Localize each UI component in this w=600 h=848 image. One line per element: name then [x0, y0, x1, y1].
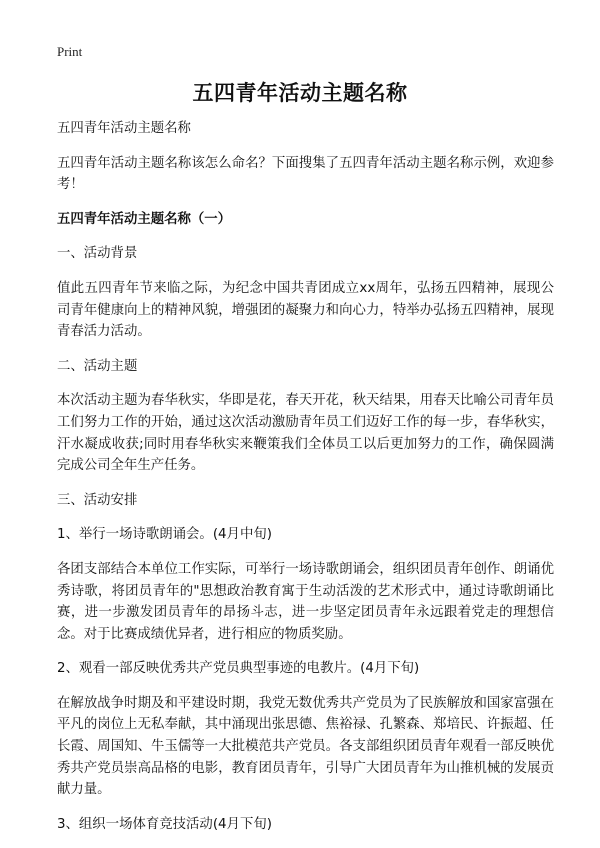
paragraph: 二、活动主题 — [57, 358, 138, 374]
paragraph: 五四青年活动主题名称 — [57, 121, 191, 136]
paragraph: 本次活动主题为春华秋实，华即是花，春天开花，秋天结果，用春天比喻公司青年员工们努力工作的开始，通过这次活动激励青年员工们迈好工作的每一步，春华秋实，汗水凝成收获;同时用春华秋实来鞭策我们全体员工以后更加努力的工作，确保圆满完成公司全年生产任务。 — [57, 393, 554, 474]
paragraph: 值此五四青年节来临之际，为纪念中国共青团成立xx周年，弘扬五四精神，展现公司青年健康向上的精神风貌，增强团的凝聚力和向心力，特举办弘扬五四精神，展现青春活力活动。 — [57, 280, 554, 340]
paragraph: 各团支部结合本单位工作实际，可举行一场诗歌朗诵会，组织团员青年创作、朗诵优秀诗歌，将团员青年的"思想政治教育寓于生动活泼的艺术形式中，通过诗歌朗诵比赛，进一步激发团员青年的昂扬斗志，进一步坚定团员青年永远跟着党走的理想信念。对于比赛成绩优异者，进行相应的物质奖励。 — [57, 561, 554, 642]
paragraph: 五四青年活动主题名称该怎么命名？下面搜集了五四青年活动主题名称示例，欢迎参考！ — [57, 155, 554, 193]
document-title: 五四青年活动主题名称 — [192, 81, 408, 105]
document-body — [57, 118, 554, 848]
paragraph: 在解放战争时期及和平建设时期，我党无数优秀共产党员为了民族解放和国家富强在平凡的岗位上无私奉献，其中涌现出张思德、焦裕禄、孔繁森、郑培民、许振超、任长霞、周国知、牛玉儒等一大批模范共产党员。各支部组织团员青年观看一部反映优秀共产党员崇高品格的电影，教育团员青年，引导广大团员青年为山推机械的发展贡献力量。 — [57, 695, 554, 798]
paragraph: 1、举行一场诗歌朗诵会。(4月中旬) — [57, 527, 272, 543]
print-label[interactable]: Print — [57, 44, 83, 59]
paragraph: 2、观看一部反映优秀共产党员典型事迹的电教片。(4月下旬) — [57, 661, 420, 677]
paragraph: 3、组织一场体育竞技活动(4月下旬) — [57, 816, 272, 832]
section-heading: 五四青年活动主题名称（一） — [57, 211, 232, 227]
paragraph: 一、活动背景 — [57, 246, 138, 262]
paragraph: 三、活动安排 — [57, 492, 138, 508]
